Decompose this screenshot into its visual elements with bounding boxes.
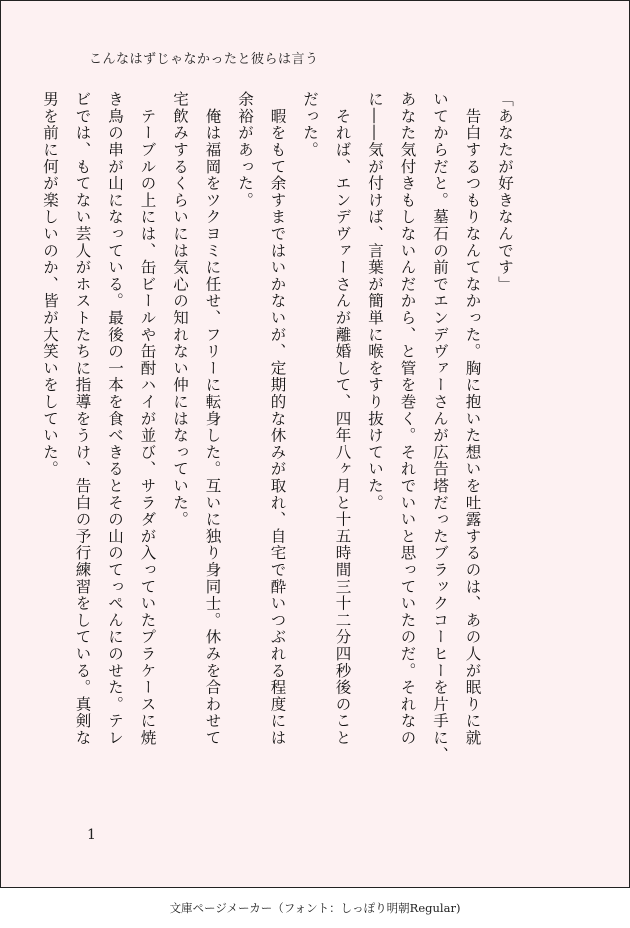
body-text (41, 91, 521, 821)
text-line: それば、エンデヴァーさんが離婚して、四年八ヶ月と十五時間三十二分四秒後のこと (333, 91, 352, 747)
text-line: 男を前に何が楽しいのか、皆が大笑いをしていた。 (41, 91, 59, 478)
page-number: 1 (87, 827, 96, 843)
text-line: に――気が付けば、言葉が簡単に喉をすり抜けていた。 (366, 91, 384, 511)
text-line: 暇をもて余すまではいかないが、定期的な休みが取れ、自宅で酔いつぶれる程度には (268, 91, 287, 747)
text-line: あなた気付きもしないんだから、と管を巻く。それでいいと思っていたのだ。それなの (398, 91, 417, 747)
text-line: 告白するつもりなんてなかった。胸に抱いた想いを吐露するのは、あの人が眠りに就 (463, 91, 482, 747)
running-header: こんなはずじゃなかったと彼らは言う (89, 52, 319, 67)
text-line: 余裕があった。 (236, 91, 254, 209)
text-line: 「あなたが好きなんです」 (496, 91, 514, 293)
text-line: テーブルの上には、缶ビールや缶酎ハイが並び、サラダが入っていたプラケースに焼 (138, 91, 157, 747)
text-line: ビでは、もてない芸人がホストたちに指導をうけ、告白の予行練習をしている。真剣な (73, 91, 92, 747)
text-line: 俺は福岡をツクヨミに任せ、フリーに転身した。互いに独り身同士。休みを合わせて (203, 91, 222, 747)
text-line: いてからだと。墓石の前でエンデヴァーさんが広告塔だったブラックコーヒーを片手に、 (431, 91, 449, 763)
footer-credit: 文庫ページメーカー（フォント：しっぽり明朝Regular) (169, 901, 461, 915)
text-line: 宅飲みするくらいには気心の知れない仲にはなっていた。 (171, 91, 189, 528)
text-line: だった。 (301, 91, 319, 159)
text-line: き鳥の串が山になっている。最後の一本を食べきるとその山のてっぺんにのせた。テレ (106, 91, 124, 747)
